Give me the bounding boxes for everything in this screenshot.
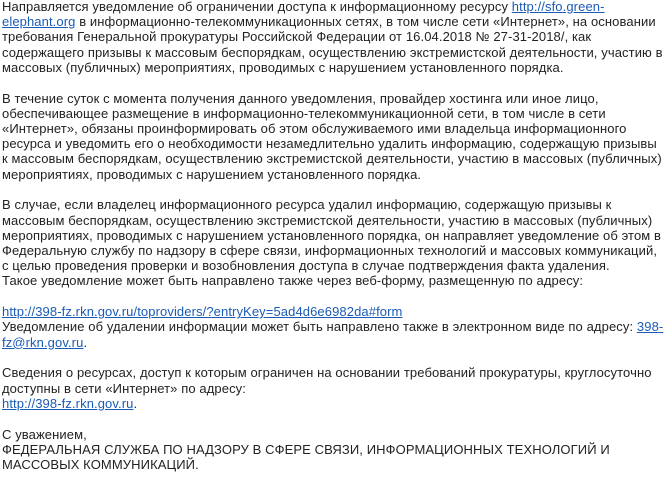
paragraph-spacer — [2, 75, 666, 91]
notice-paragraph-owner-removal: В случае, если владелец информационного ресурса удалил информацию, содержащую призывы к массовым беспорядкам, осуществлению экстремистской деятельности, участию в массовых (публичных) мероприятиях, проводимых с нарушением установленного порядка, он направляет уведомление об этом в Федеральную службу по надзору в сфере связи, информационных технологий и массовых коммуникаций, с целью проведения проверки и возобновления доступа в случае подтверждения факта удаления. — [2, 197, 662, 274]
registry-link-line — [2, 396, 666, 411]
paragraph-spacer — [2, 182, 666, 198]
web-form-link[interactable]: http://398-fz.rkn.gov.ru/toproviders/?entryKey=5ad4d6e6982da#form — [2, 304, 403, 320]
restricted-resource-link[interactable]: http://sfo.green-elephant.org — [2, 0, 605, 30]
email-note — [2, 319, 666, 349]
email-note-text: Уведомление об удалении информации может быть направлено также в электронном виде по адресу: — [2, 319, 637, 335]
web-form-link-line — [2, 304, 666, 319]
paragraph-spacer — [2, 350, 666, 366]
email-link[interactable]: 398-fz@rkn.gov.ru — [2, 319, 664, 350]
email-note-end: . — [83, 334, 88, 350]
web-form-note: Такое уведомление может быть направлено также через веб-форму, размещенную по адресу: — [2, 273, 584, 289]
registry-note: Сведения о ресурсах, доступ к которым ограничен на основании требований прокуратуры, круглосуточно доступны в сети «Интернет» по адресу: — [2, 365, 652, 396]
registry-link[interactable]: http://398-fz.rkn.gov.ru — [2, 395, 134, 411]
closing-regards: С уважением, — [2, 426, 87, 442]
notice-body — [2, 0, 666, 472]
restriction-text-end: в информационно-телекоммуникационных сетях, в том числе сети «Интернет», на основании требования Генеральной прокуратуры Российской Федерации от 16.04.2018 № 27-31-2018/, как содержащего призывы к массовым беспорядкам, осуществлению экстремистской деятельности, участию в массовых (публичных) мероприятиях, проводимых с нарушением установленного порядка. — [2, 14, 663, 75]
closing-signature: ФЕДЕРАЛЬНАЯ СЛУЖБА ПО НАДЗОРУ В СФЕРЕ СВЯЗИ, ИНФОРМАЦИОННЫХ ТЕХНОЛОГИЙ И МАССОВЫХ КОММУНИКАЦИЙ. — [2, 441, 610, 473]
paragraph-spacer — [2, 411, 666, 427]
restriction-text-start: Направляется уведомление об ограничении доступа к информационному ресурсу — [2, 0, 512, 14]
notice-paragraph-restriction — [2, 0, 666, 75]
paragraph-spacer — [2, 289, 666, 305]
registry-link-end: . — [133, 395, 138, 411]
notice-paragraph-provider-duty: В течение суток с момента получения данного уведомления, провайдер хостинга или иное лицо, обеспечивающее размещение в информационно-телекоммуникационной сети, в том числе в сети «Интернет», обязаны проинформировать об этом обслуживаемого ими владельца информационного ресурса и уведомить его о необходимости незамедлительно удалить информацию, содержащую призывы к массовым беспорядкам, осуществлению экстремистской деятельности, участию в массовых (публичных) мероприятиях, проводимых с нарушением установленного порядка. — [2, 90, 662, 182]
